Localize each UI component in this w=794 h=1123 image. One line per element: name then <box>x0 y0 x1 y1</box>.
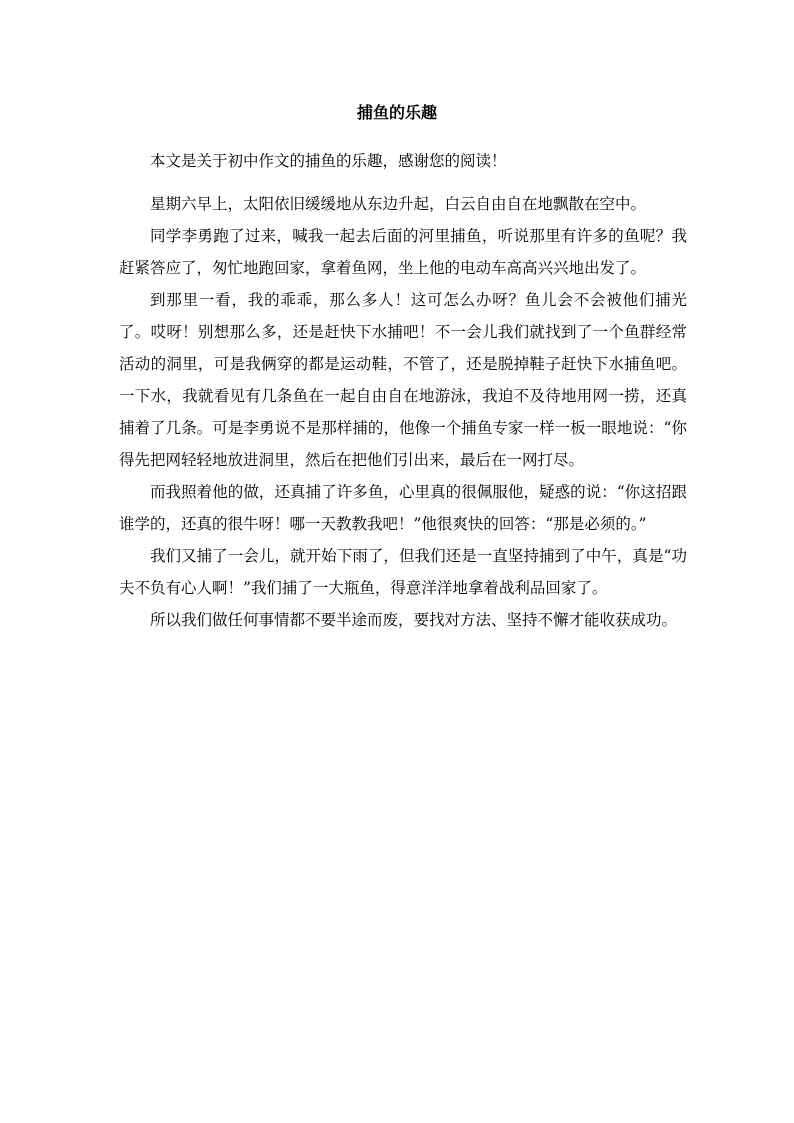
document-title: 捕鱼的乐趣 <box>356 103 437 122</box>
paragraph-conclusion: 所以我们做任何事情都不要半途而废，要找对方法、坚持不懈才能收获成功。 <box>150 611 678 629</box>
paragraph: 同学李勇跑了过来，喊我一起去后面的河里捕鱼，听说那里有许多的鱼呢？我赶紧答应了，匆忙地跑回家，拿着鱼网，坐上他的电动车高高兴兴地出发了。 <box>119 227 687 277</box>
paragraph: 我们又捕了一会儿，就开始下雨了，但我们还是一直坚持捕到了中午，真是“功夫不负有心人啊！”我们捕了一大瓶鱼，得意洋洋地拿着战利品回家了。 <box>119 547 687 597</box>
paragraph-intro: 本文是关于初中作文的捕鱼的乐趣，感谢您的阅读！ <box>150 152 507 170</box>
paragraph: 而我照着他的做，还真捕了许多鱼，心里真的很佩服他，疑惑的说：“你这招跟谁学的，还真的很牛呀！哪一天教教我吧！”他很爽快的回答：“那是必须的。” <box>119 483 687 533</box>
paragraph: 到那里一看，我的乖乖，那么多人！这可怎么办呀？鱼儿会不会被他们捕光了。哎呀！别想那么多，还是赶快下水捕吧！不一会儿我们就找到了一个鱼群经常活动的洞里，可是我俩穿的都是运动鞋，不管了，还是脱掉鞋子赶快下水捕鱼吧。一下水，我就看见有几条鱼在一起自由自在地游泳，我迫不及待地用网一捞，还真捕着了几条。可是李勇说不是那样捕的，他像一个捕鱼专家一样一板一眼地说：“你得先把网轻轻地放进洞里，然后在把他们引出来，最后在一网打尽。 <box>119 291 687 469</box>
paragraph: 星期六早上，太阳依旧缓缓地从东边升起，白云自由自在地飘散在空中。 <box>150 195 647 213</box>
document-body <box>119 145 687 636</box>
